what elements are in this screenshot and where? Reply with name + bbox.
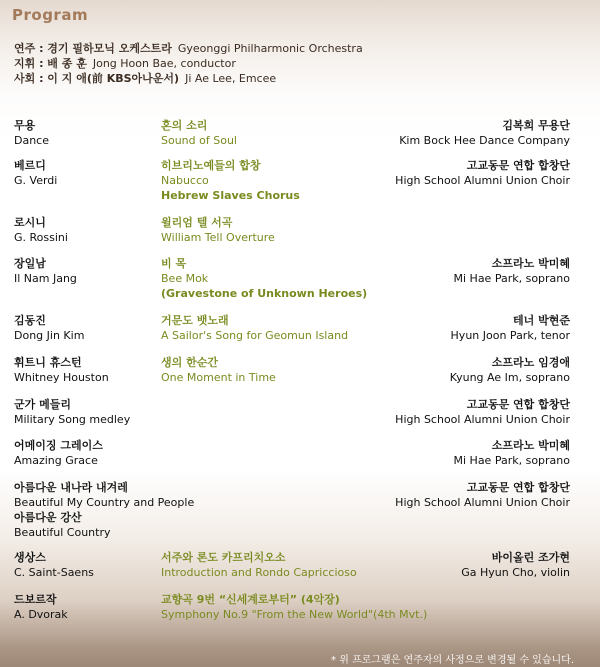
work-line: Introduction and Rondo Capriccioso	[161, 566, 357, 579]
composer-line: 아름다운 내나라 내겨레	[14, 481, 128, 494]
composer-line: Amazing Grace	[14, 454, 98, 467]
composer-line: Whitney Houston	[14, 371, 109, 384]
performer-line: 고교동문 연합 합창단	[466, 481, 570, 494]
credit-line	[14, 41, 363, 56]
performer-line: 소프라노 박미혜	[491, 439, 570, 452]
work-line: 교향곡 9번 “신세계로부터” (4악장)	[161, 593, 340, 606]
performer-cell	[451, 313, 570, 343]
composer-line: 로시니	[14, 216, 46, 229]
composer-line: Il Nam Jang	[14, 272, 77, 285]
credits-block	[14, 41, 363, 86]
performer-cell	[454, 438, 571, 468]
work-line: 서주와 론도 카프리치오소	[161, 551, 286, 564]
performer-line: 소프라노 박미혜	[491, 257, 570, 270]
work-line: 비 목	[161, 257, 187, 270]
work-cell	[161, 256, 367, 301]
composer-cell	[14, 158, 57, 188]
performer-line: Kim Bock Hee Dance Company	[399, 134, 570, 147]
credit-english: Gyeonggi Philharmonic Orchestra	[177, 42, 363, 55]
credit-korean: 연주 : 경기 필하모닉 오케스트라	[14, 42, 172, 55]
composer-line: A. Dvorak	[14, 608, 68, 621]
composer-cell	[14, 397, 130, 427]
work-line: Hebrew Slaves Chorus	[161, 189, 300, 202]
performer-line: 김복희 무용단	[502, 119, 570, 132]
performer-line: High School Alumni Union Choir	[395, 413, 570, 426]
work-line: A Sailor's Song for Geomun Island	[161, 329, 349, 342]
work-cell	[161, 592, 427, 622]
work-line: 거문도 뱃노래	[161, 314, 229, 327]
work-cell	[161, 118, 237, 148]
composer-cell	[14, 313, 84, 343]
credit-english: Ji Ae Lee, Emcee	[185, 72, 277, 85]
composer-line: 김동진	[14, 314, 46, 327]
work-cell	[161, 158, 300, 203]
composer-cell	[14, 215, 68, 245]
work-cell	[161, 355, 276, 385]
composer-line: 장일남	[14, 257, 46, 270]
work-cell	[161, 215, 275, 245]
performer-line: 소프라노 임경애	[491, 356, 570, 369]
composer-line: G. Rossini	[14, 231, 68, 244]
composer-line: Beautiful Country	[14, 526, 111, 539]
performer-cell	[461, 550, 570, 580]
credit-korean: 사회 : 이 지 애(前 KBS아나운서)	[14, 72, 180, 85]
performer-line: Hyun Joon Park, tenor	[450, 329, 570, 342]
performer-line: 고교동문 연합 합창단	[466, 398, 570, 411]
performer-cell	[395, 397, 570, 427]
work-line: Sound of Soul	[161, 134, 237, 147]
performer-cell	[450, 355, 570, 385]
work-line: One Moment in Time	[161, 371, 276, 384]
credit-english: Jong Hoon Bae, conductor	[92, 57, 236, 70]
performer-line: High School Alumni Union Choir	[395, 174, 570, 187]
work-line: William Tell Overture	[161, 231, 275, 244]
performer-line: High School Alumni Union Choir	[395, 496, 570, 509]
work-line: Bee Mok	[161, 272, 209, 285]
work-line: (Gravestone of Unknown Heroes)	[161, 287, 368, 300]
performer-line: 고교동문 연합 합창단	[466, 159, 570, 172]
composer-cell	[14, 480, 194, 540]
composer-line: Beautiful My Country and People	[14, 496, 195, 509]
composer-cell	[14, 592, 68, 622]
composer-line: 어메이징 그레이스	[14, 439, 103, 452]
work-cell	[161, 550, 357, 580]
composer-line: 생상스	[14, 551, 46, 564]
composer-line: 무용	[14, 119, 36, 132]
work-line: 윌리엄 텔 서곡	[161, 216, 233, 229]
performer-line: 바이올린 조가현	[491, 551, 570, 564]
composer-line: 베르디	[14, 159, 46, 172]
work-line: Symphony No.9 "From the New World"(4th Mvt.)	[161, 608, 428, 621]
composer-line: 아름다운 강산	[14, 511, 82, 524]
performer-line: Mi Hae Park, soprano	[453, 272, 570, 285]
credit-korean: 지휘 : 배 종 훈	[14, 57, 87, 70]
performer-cell	[399, 118, 570, 148]
credit-line	[14, 56, 363, 71]
composer-line: 드보르작	[14, 593, 57, 606]
composer-line: Dance	[14, 134, 49, 147]
composer-cell	[14, 438, 103, 468]
composer-line: G. Verdi	[14, 174, 58, 187]
performer-line: Kyung Ae Im, soprano	[449, 371, 570, 384]
work-line: 혼의 소리	[161, 119, 208, 132]
credit-line	[14, 71, 363, 86]
composer-cell	[14, 256, 77, 286]
work-line: 히브리노예들의 합창	[161, 159, 261, 172]
composer-cell	[14, 550, 94, 580]
work-line: 생의 한순간	[161, 356, 218, 369]
performer-cell	[395, 480, 570, 510]
performer-line: Ga Hyun Cho, violin	[461, 566, 570, 579]
work-line: Nabucco	[161, 174, 209, 187]
composer-line: C. Saint-Saens	[14, 566, 94, 579]
performer-cell	[395, 158, 570, 188]
footnote: * 위 프로그램은 연주자의 사정으로 변경될 수 있습니다.	[331, 655, 574, 666]
composer-line: 군가 메들리	[14, 398, 71, 411]
page-title: Program	[12, 6, 89, 24]
composer-line: 휘트니 휴스턴	[14, 356, 82, 369]
work-cell	[161, 313, 348, 343]
composer-cell	[14, 118, 49, 148]
performer-cell	[454, 256, 571, 286]
composer-line: Dong Jin Kim	[14, 329, 85, 342]
performer-line: 테너 박현준	[513, 314, 570, 327]
composer-line: Military Song medley	[14, 413, 131, 426]
composer-cell	[14, 355, 109, 385]
performer-line: Mi Hae Park, soprano	[453, 454, 570, 467]
